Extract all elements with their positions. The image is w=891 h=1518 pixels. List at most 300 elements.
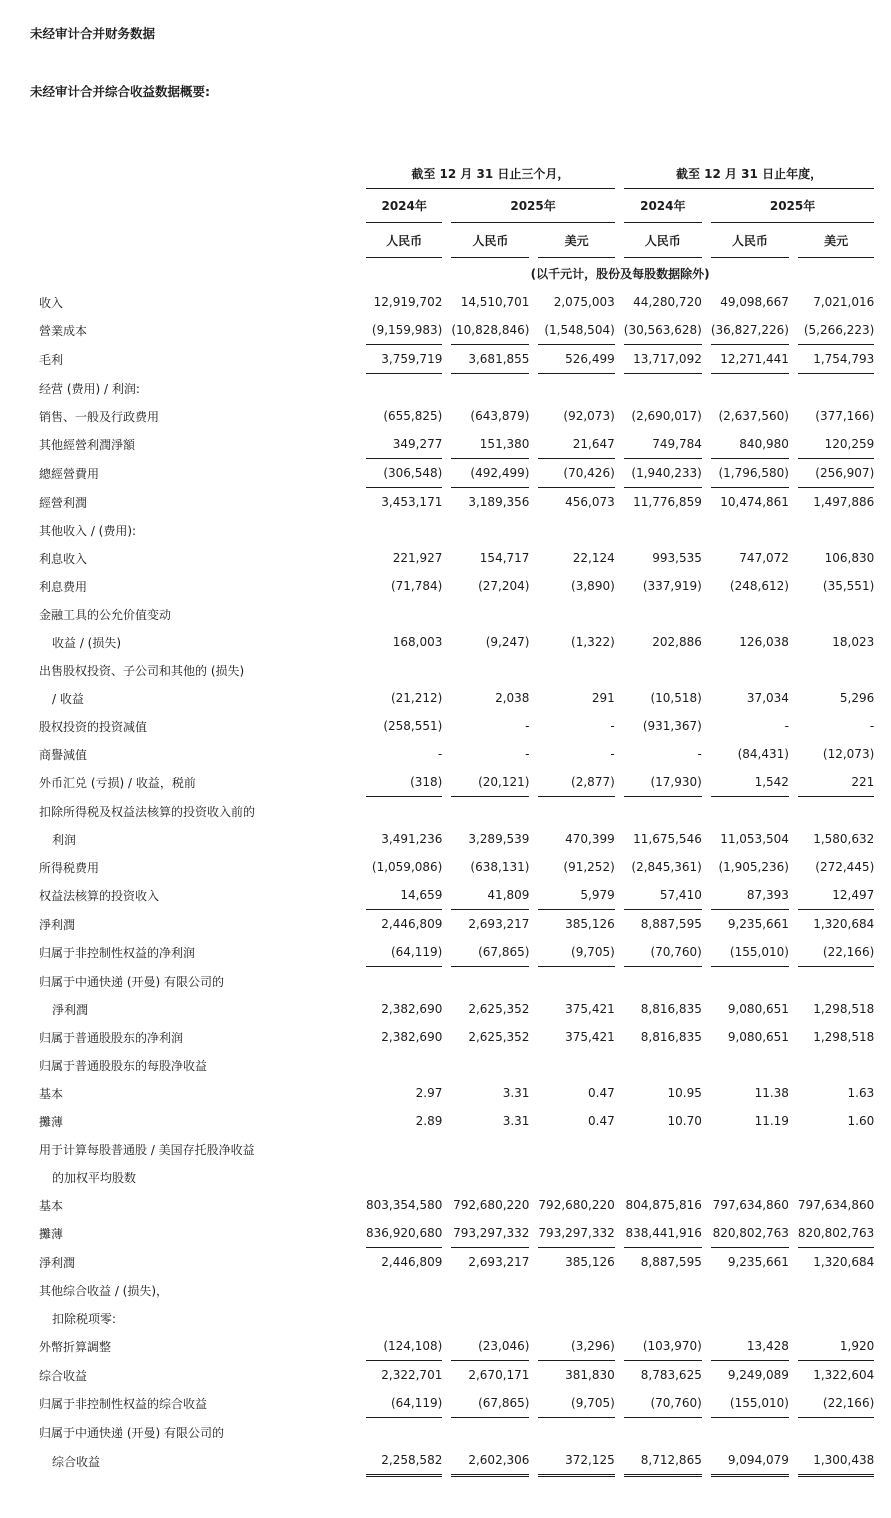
cell-value: 803,354,580 [366,1198,443,1212]
cell-value: 221 [798,768,874,797]
table-row [39,1304,874,1332]
cell-value: (36,827,226) [711,316,789,345]
cell-value: (337,919) [642,579,702,593]
cell-value [624,1051,702,1079]
cell-value: 2,322,701 [381,1368,443,1382]
row-label: 利润 [52,832,77,847]
period-group-row [39,158,874,189]
cell-value: 349,277 [366,430,442,459]
table-header [39,158,874,288]
cell-value: (3,296) [538,1332,614,1361]
cell-value: (70,760) [624,1389,702,1418]
cell-value: 797,634,860 [712,1198,789,1212]
cell-value [798,967,874,995]
cell-value: (2,690,017) [631,409,702,423]
row-label: 股权投资的投资减值 [39,719,148,734]
cell-value: (2,637,560) [718,409,789,423]
cell-value: 10.95 [667,1086,702,1100]
cell-value [711,1276,789,1304]
cell-value [711,797,789,825]
cell-value: 749,784 [624,430,702,459]
cell-value [798,1163,874,1191]
cell-value: 11,675,546 [633,832,702,846]
cell-value: 10,474,861 [720,495,789,509]
row-label: 的加权平均股数 [52,1170,137,1185]
cell-value: 11.38 [754,1086,789,1100]
cell-value [366,656,442,684]
currency-header: 美元 [798,223,874,258]
cell-value: 3,289,539 [468,832,530,846]
currency-header: 美元 [538,223,614,258]
cell-value: 12,497 [798,881,874,910]
table-row [39,967,874,995]
cell-value: 375,421 [565,1002,615,1016]
cell-value: (643,879) [470,409,530,423]
cell-value: 1.60 [847,1114,875,1128]
row-label: 权益法核算的投资收入 [39,889,160,903]
cell-value: 9,080,651 [727,1002,789,1016]
table-row [39,345,874,374]
cell-value: 470,399 [565,832,615,846]
page-title: 未经审计合并财务数据 [30,26,156,41]
cell-value [798,600,874,628]
cell-value: 836,920,680 [366,1219,442,1248]
cell-value: 8,783,625 [640,1368,702,1382]
cell-value: (70,760) [624,938,702,967]
cell-value: 9,235,661 [727,1255,789,1269]
cell-value [798,1304,874,1332]
cell-value: 154,717 [479,551,530,565]
cell-value: 1.63 [847,1086,875,1100]
cell-value [538,516,614,544]
cell-value: 2.89 [415,1114,443,1128]
cell-value: 49,098,667 [720,295,789,309]
cell-value [538,656,614,684]
cell-value: (3,890) [571,579,615,593]
row-label: 淨利潤 [52,1002,89,1017]
cell-value [711,516,789,544]
cell-value: (1,548,504) [538,316,614,345]
table-row [39,1389,874,1418]
table-row [39,684,874,712]
period-group-year: 截至 12 月 31 日止年度， [624,158,875,189]
cell-value: 13,428 [711,1332,789,1361]
cell-value [538,1304,614,1332]
cell-value [624,656,702,684]
cell-value [624,1304,702,1332]
cell-value: 9,080,651 [727,1030,789,1044]
cell-value [538,967,614,995]
cell-value [366,1135,442,1163]
row-label: 外幣折算調整 [39,1340,112,1354]
cell-value: (10,828,846) [451,316,529,345]
cell-value: 792,680,220 [538,1198,615,1212]
cell-value: 3,491,236 [381,832,443,846]
row-label: 扣除所得税及权益法核算的投资收入前的 [39,804,256,819]
cell-value: 11.19 [754,1114,789,1128]
table-row [39,1361,874,1389]
table-row [39,1079,874,1107]
cell-value: 44,280,720 [633,295,702,309]
cell-value: 3.31 [502,1114,530,1128]
cell-value: 87,393 [711,881,789,910]
row-label: 销售、一般及行政费用 [39,409,160,424]
row-label: 攤薄 [39,1114,64,1129]
cell-value [451,1418,529,1446]
cell-value [798,1276,874,1304]
cell-value [451,374,529,402]
cell-value: 0.47 [588,1086,615,1100]
cell-value: 8,887,595 [640,1255,702,1269]
table-row [39,910,874,938]
cell-value: (10,518) [650,691,702,705]
cell-value: (2,877) [538,768,614,797]
cell-value: 1,322,604 [813,1368,875,1382]
cell-value: 1,580,632 [813,832,875,846]
row-label: 扣除税项零: [52,1311,117,1326]
cell-value: (71,784) [390,579,443,593]
cell-value: (377,166) [815,409,875,423]
cell-value [538,1135,614,1163]
table-row [39,544,874,572]
cell-value: 10.70 [667,1114,702,1128]
cell-value: - [697,747,702,761]
cell-value [366,1051,442,1079]
cell-value [366,374,442,402]
cell-value: 2,075,003 [553,295,615,309]
table-row [39,1332,874,1361]
cell-value: 1,542 [711,768,789,797]
cell-value [366,1304,442,1332]
table-row [39,768,874,797]
cell-value: 9,235,661 [727,917,789,931]
cell-value: (64,119) [366,1389,442,1418]
table-row [39,938,874,967]
cell-value [711,1051,789,1079]
cell-value: 2,446,809 [381,917,443,931]
cell-value [538,1163,614,1191]
cell-value: 13,717,092 [624,345,702,374]
cell-value: 14,659 [366,881,442,910]
cell-value [538,1051,614,1079]
cell-value [798,1135,874,1163]
cell-value [538,797,614,825]
cell-value: 2.97 [415,1086,443,1100]
cell-value: 792,680,220 [453,1198,530,1212]
year-header: 2024年 [366,189,442,223]
cell-value: 2,382,690 [381,1030,443,1044]
cell-value: (22,166) [798,1389,874,1418]
year-header: 2024年 [624,189,702,223]
cell-value [624,374,702,402]
row-label: 淨利潤 [39,917,76,932]
cell-value [366,797,442,825]
table-row [39,402,874,430]
currency-header: 人民币 [366,223,442,258]
cell-value [538,1276,614,1304]
cell-value [366,967,442,995]
cell-value: 12,919,702 [373,295,443,309]
header-spacer [39,223,357,258]
cell-value: (27,204) [478,579,530,593]
cell-value: 120,259 [798,430,874,459]
cell-value: 9,249,089 [727,1368,789,1382]
row-label: 利息费用 [39,579,88,594]
cell-value: 385,126 [565,1255,615,1269]
table-row [39,516,874,544]
table-row [39,1276,874,1304]
cell-value: (84,431) [737,747,789,761]
cell-value: - [525,747,530,761]
row-label: 總經營費用 [39,467,100,481]
cell-value: 11,053,504 [720,832,789,846]
row-label: 基本 [39,1198,64,1213]
cell-value: (1,059,086) [371,860,443,874]
cell-value: 291 [591,691,615,705]
cell-value [624,1163,702,1191]
row-label: 毛利 [39,353,64,367]
cell-value [798,516,874,544]
cell-value: (35,551) [822,579,875,593]
row-label: 商譽減值 [39,747,88,762]
cell-value: 1,298,518 [813,1030,875,1044]
cell-value: 11,776,859 [633,495,702,509]
cell-value [711,656,789,684]
cell-value [451,656,529,684]
cell-value: - [438,747,443,761]
cell-value [451,1304,529,1332]
cell-value [451,967,529,995]
cell-value [538,1418,614,1446]
cell-value: (318) [366,768,442,797]
cell-value [451,516,529,544]
header-spacer [39,158,357,189]
cell-value: 747,072 [739,551,789,565]
row-label: 收入 [39,295,64,310]
cell-value: 381,830 [565,1368,615,1382]
row-label: 归属于非控制性权益的综合收益 [39,1397,208,1411]
table-row [39,459,874,488]
cell-value [624,1276,702,1304]
row-label: 攤薄 [39,1227,64,1241]
cell-value: 202,886 [652,635,702,649]
cell-value: 18,023 [832,635,875,649]
cell-value: 3,453,171 [381,495,443,509]
cell-value: 3,681,855 [451,345,529,374]
cell-value [538,374,614,402]
cell-value: 2,258,582 [366,1446,442,1477]
cell-value: 2,693,217 [468,917,530,931]
cell-value: (5,266,223) [798,316,874,345]
cell-value [798,797,874,825]
cell-value [711,1163,789,1191]
year-header: 2025年 [711,189,874,223]
row-label: 归属于普通股股东的每股净收益 [39,1058,208,1073]
table-row [39,740,874,768]
header-spacer [39,189,357,223]
year-header: 2025年 [451,189,614,223]
cell-value [798,1051,874,1079]
cell-value: (22,166) [798,938,874,967]
table-row [39,488,874,516]
cell-value: - [610,719,615,733]
cell-value: (21,212) [390,691,443,705]
row-label: 经营 (费用) / 利润: [39,381,140,396]
cell-value: 9,094,079 [711,1446,789,1477]
cell-value: (124,108) [366,1332,442,1361]
cell-value: 1,920 [798,1332,874,1361]
cell-value: (655,825) [383,409,443,423]
unit-note-row [39,258,874,288]
cell-value: (9,247) [485,635,530,649]
table-row [39,1219,874,1248]
cell-value: (155,010) [711,938,789,967]
cell-value [711,967,789,995]
cell-value: 2,625,352 [468,1002,530,1016]
cell-value: 57,410 [624,881,702,910]
cell-value: 804,875,816 [625,1198,702,1212]
row-label: 收益 / (损失) [52,635,122,650]
table-row [39,572,874,600]
currency-header: 人民币 [711,223,789,258]
table-row [39,1446,874,1477]
cell-value: (931,367) [642,719,702,733]
table-row [39,825,874,853]
page-subtitle: 未经审计合并综合收益数据概要: [30,84,210,99]
table-row [39,1051,874,1079]
cell-value: 2,446,809 [381,1255,443,1269]
cell-value: (258,551) [383,719,443,733]
cell-value: 820,802,763 [711,1219,789,1248]
table-row [39,1191,874,1219]
row-label: 其他收入 / (费用): [39,523,137,538]
cell-value: 21,647 [538,430,614,459]
cell-value: (9,705) [538,1389,614,1418]
cell-value: 2,693,217 [468,1255,530,1269]
cell-value: (2,845,361) [631,860,702,874]
cell-value: 793,297,332 [538,1219,614,1248]
row-label: 基本 [39,1086,64,1101]
cell-value: (20,121) [451,768,529,797]
cell-value: 3,189,356 [468,495,530,509]
cell-value [366,1163,442,1191]
cell-value: 106,830 [824,551,875,565]
cell-value: 840,980 [711,430,789,459]
cell-value [451,1135,529,1163]
cell-value: (9,159,983) [366,316,442,345]
cell-value: - [610,747,615,761]
cell-value [366,600,442,628]
row-label: 综合收益 [39,1368,88,1383]
cell-value: (1,796,580) [711,459,789,488]
table-row [39,1248,874,1276]
cell-value: (67,865) [451,938,529,967]
cell-value [711,1418,789,1446]
row-label: 外币汇兑 (亏损) / 收益，税前 [39,776,196,790]
cell-value: 797,634,860 [797,1198,875,1212]
table-row [39,430,874,459]
row-label: 综合收益 [52,1455,101,1469]
cell-value: (1,940,233) [624,459,702,488]
cell-value: 793,297,332 [451,1219,529,1248]
row-label: 归属于普通股股东的净利润 [39,1030,184,1045]
cell-value [711,374,789,402]
cell-value: 221,927 [392,551,443,565]
cell-value: 526,499 [538,345,614,374]
cell-value: (12,073) [822,747,875,761]
cell-value: (248,612) [729,579,789,593]
cell-value: (155,010) [711,1389,789,1418]
cell-value: 2,602,306 [451,1446,529,1477]
header-spacer [39,258,357,288]
cell-value [624,600,702,628]
table-body [39,288,874,1477]
cell-value: 5,979 [538,881,614,910]
cell-value: 8,816,835 [640,1030,702,1044]
row-label: 其他综合收益 / (损失)， [39,1283,169,1298]
cell-value: 1,754,793 [798,345,874,374]
cell-value: 168,003 [392,635,443,649]
cell-value [451,600,529,628]
cell-value: (272,445) [815,860,875,874]
table-row [39,881,874,910]
cell-value: 375,421 [565,1030,615,1044]
cell-value: 41,809 [451,881,529,910]
currency-header: 人民币 [451,223,529,258]
cell-value: 22,124 [572,551,615,565]
cell-value: 385,126 [565,917,615,931]
table-row [39,1418,874,1446]
row-label: 營業成本 [39,324,88,338]
cell-value: (17,930) [624,768,702,797]
cell-value [624,797,702,825]
cell-value: 456,073 [565,495,615,509]
cell-value: 1,497,886 [813,495,875,509]
cell-value: (91,252) [563,860,615,874]
cell-value: 5,296 [839,691,875,705]
cell-value [538,600,614,628]
unit-note: (以千元计，股份及每股数据除外) [530,266,710,281]
row-label: 經營利潤 [39,495,88,510]
cell-value [624,1418,702,1446]
cell-value: 0.47 [588,1114,615,1128]
cell-value: 8,887,595 [640,917,702,931]
cell-value: 8,712,865 [624,1446,702,1477]
row-label: 所得税费用 [39,860,100,875]
cell-value: 3,759,719 [366,345,442,374]
row-label: 归属于中通快递 (开曼) 有限公司的 [39,974,224,989]
row-label: 淨利潤 [39,1255,76,1270]
cell-value: - [784,719,789,733]
year-header-row [39,189,874,223]
row-label: 用于计算每股普通股 / 美国存托股净收益 [39,1142,255,1157]
table-row [39,797,874,825]
cell-value [798,656,874,684]
cell-value: - [869,719,875,733]
cell-value [798,374,874,402]
cell-value: 37,034 [746,691,789,705]
table-row [39,656,874,684]
cell-value [451,1163,529,1191]
cell-value [624,516,702,544]
row-label: 其他經營利潤淨額 [39,438,136,452]
cell-value [624,1135,702,1163]
cell-value: 820,802,763 [798,1219,874,1248]
cell-value: (103,970) [624,1332,702,1361]
table-row [39,600,874,628]
cell-value: (492,499) [451,459,529,488]
row-label: 金融工具的公允价值变动 [39,607,172,622]
